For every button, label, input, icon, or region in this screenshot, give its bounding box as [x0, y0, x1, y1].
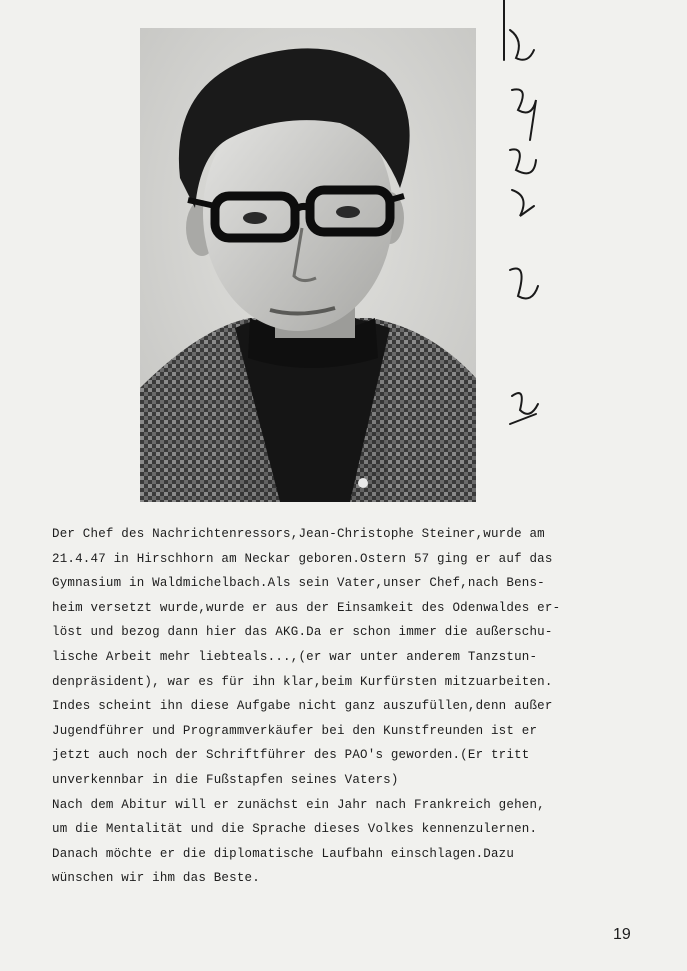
handwritten-signature: [490, 0, 570, 440]
page-number: 19: [613, 926, 631, 943]
text-line: 21.4.47 in Hirschhorn am Neckar geboren.Ostern 57 ging er auf das: [52, 551, 553, 566]
text-line: heim versetzt wurde,wurde er aus der Einsamkeit des Odenwaldes er-: [52, 600, 561, 615]
text-line: lische Arbeit mehr liebteals...,(er war unter anderem Tanzstun-: [52, 649, 538, 664]
text-line: jetzt auch noch der Schriftführer des PAO's geworden.(Er tritt: [52, 748, 530, 763]
text-line: löst und bezog dann hier das AKG.Da er schon immer die außerschu-: [52, 625, 553, 640]
text-line: Danach möchte er die diplomatische Laufbahn einschlagen.Dazu: [52, 846, 515, 861]
text-line: Gymnasium in Waldmichelbach.Als sein Vater,unser Chef,nach Bens-: [52, 576, 545, 591]
text-line: Nach dem Abitur will er zunächst ein Jahr nach Frankreich gehen,: [52, 797, 545, 812]
text-line: unverkennbar in die Fußstapfen seines Vaters): [52, 772, 399, 787]
text-line: Indes scheint ihn diese Aufgabe nicht ganz auszufüllen,denn außer: [52, 699, 553, 714]
text-line: wünschen wir ihm das Beste.: [52, 871, 260, 886]
article-body: [52, 522, 612, 891]
portrait-photo: [140, 28, 476, 502]
text-line: Jugendführer und Programmverkäufer bei den Kunstfreunden ist er: [52, 723, 538, 738]
text-line: Der Chef des Nachrichtenressors,Jean-Christophe Steiner,wurde am: [52, 527, 545, 541]
text-line: um die Mentalität und die Sprache dieses Volkes kennenzulernen.: [52, 822, 538, 837]
text-line: denpräsident), war es für ihn klar,beim Kurfürsten mitzuarbeiten.: [52, 674, 553, 689]
